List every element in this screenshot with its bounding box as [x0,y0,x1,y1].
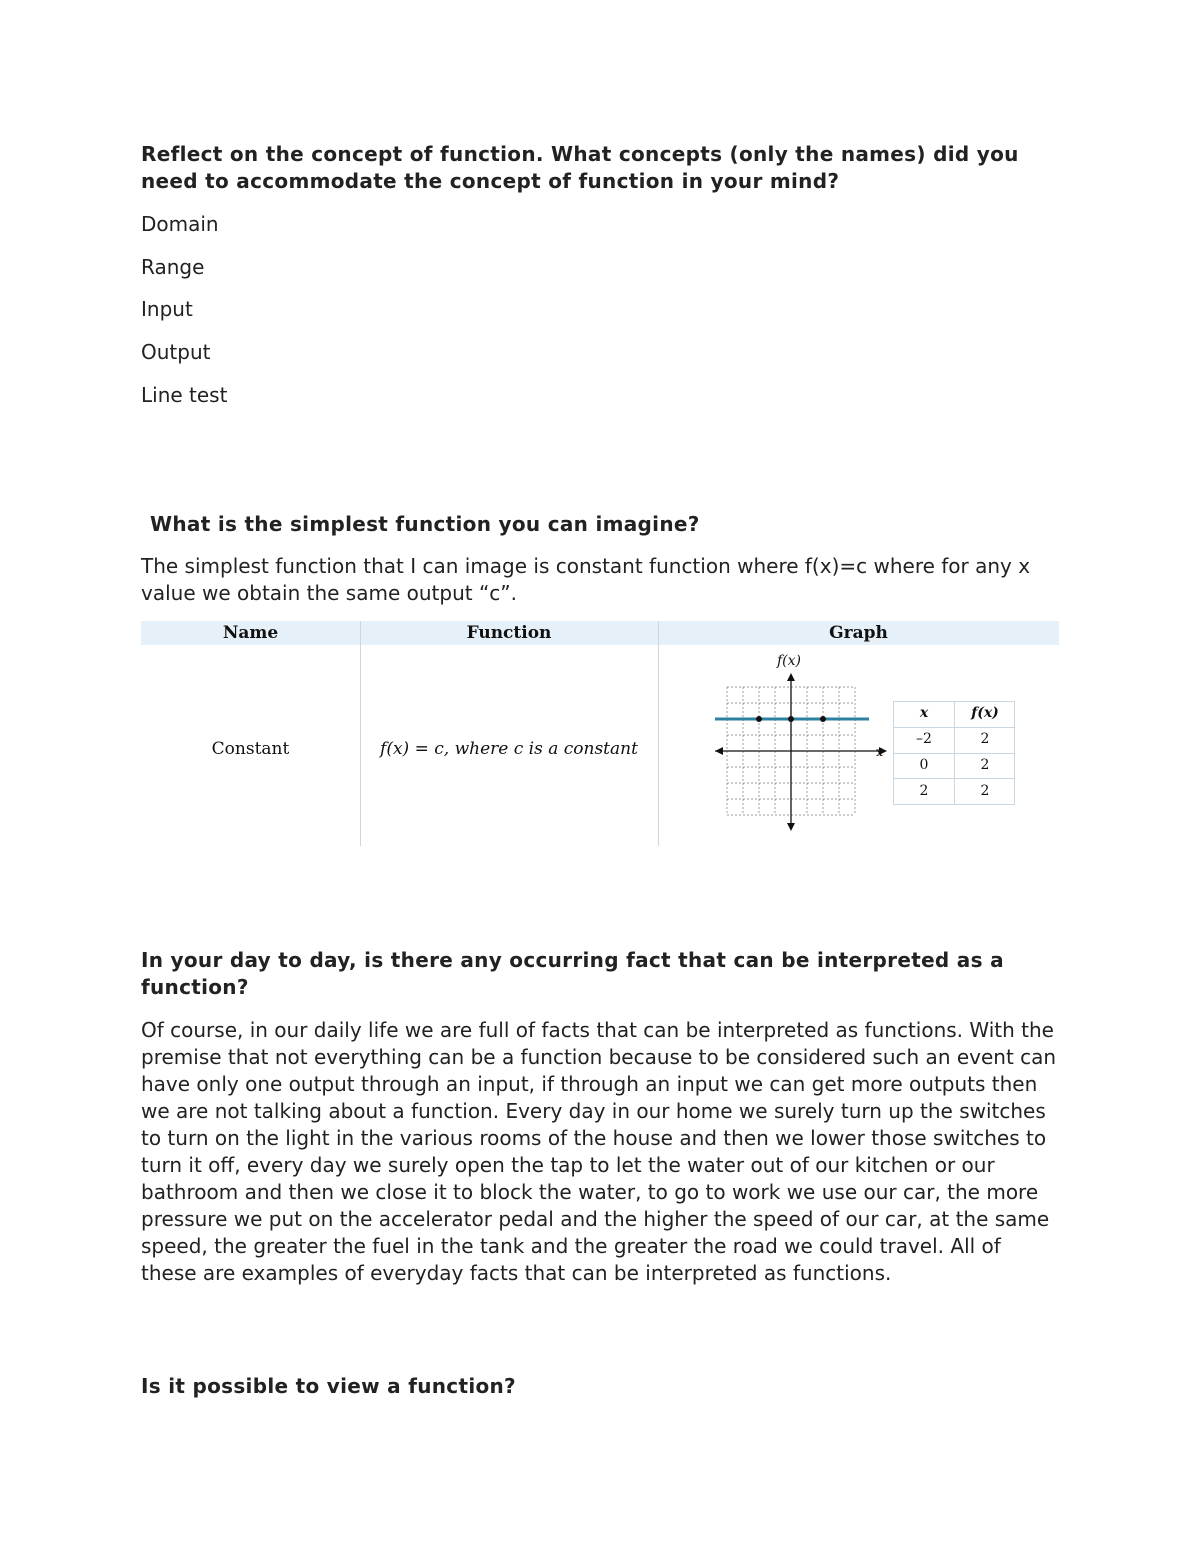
header-function: Function [466,623,552,643]
function-figure [141,621,1059,846]
column-divider [360,621,361,846]
concept-item-domain: Domain [141,212,219,236]
header-name: Name [222,623,279,643]
value-table-header-fx: f(x) [971,705,999,721]
graph-point [788,716,794,722]
value-table-cell: 2 [980,783,990,799]
concept-item-output: Output [141,340,211,364]
value-table [893,701,1015,805]
value-table-cell: –2 [916,731,932,747]
value-table-cell: 2 [980,757,990,773]
column-divider [658,621,659,846]
value-table-cell: 0 [919,757,929,773]
answer-2: The simplest function that I can image is constant function where f(x)=c where for any x value we obtain the same output “c”. [141,554,1031,605]
y-axis-arrow-down [787,823,795,831]
concept-item-range: Range [141,255,205,279]
value-table-cell: 2 [919,783,929,799]
question-3: In your day to day, is there any occurring fact that can be interpreted as a function? [141,948,1004,999]
constant-function-graph [701,647,901,837]
graph-point [820,716,826,722]
value-table-cell: 2 [980,731,990,747]
concept-item-input: Input [141,297,193,321]
question-4: Is it possible to view a function? [141,1374,516,1398]
question-1: Reflect on the concept of function. What concepts (only the names) did you need to accommodate the concept of function in your mind? [141,142,1019,193]
function-name: Constant [211,739,290,759]
concept-item-line-test: Line test [141,383,228,407]
x-axis-label: x [876,745,883,759]
header-graph: Graph [829,623,888,643]
function-definition: f(x) = c, where c is a constant [380,739,638,759]
answer-3: Of course, in our daily life we are full of facts that can be interpreted as functions. With the premise that not everything can be a function because to be considered such an event can have only one output through an input, if through an input we can get more outputs then we are not talking about a function. Every day in our home we surely turn up the switches to turn on the light in the various rooms of the house and then we lower those switches to turn it off, every day we surely open the tap to let the water out of our kitchen or our bathroom and then we close it to block the water, to go to work we use our car, the more pressure we put on the accelerator pedal and the higher the speed of our car, at the same speed, the greater the fuel in the tank and the greater the road we could travel. All of these are examples of everyday facts that can be interpreted as functions. [141,1018,1057,1285]
x-axis-arrow-left [715,747,723,755]
graph-point [756,716,762,722]
value-table-header-x: x [919,705,929,721]
y-axis-label: f(x) [777,653,802,669]
question-2: What is the simplest function you can imagine? [150,512,700,536]
y-axis-arrow-up [787,673,795,681]
